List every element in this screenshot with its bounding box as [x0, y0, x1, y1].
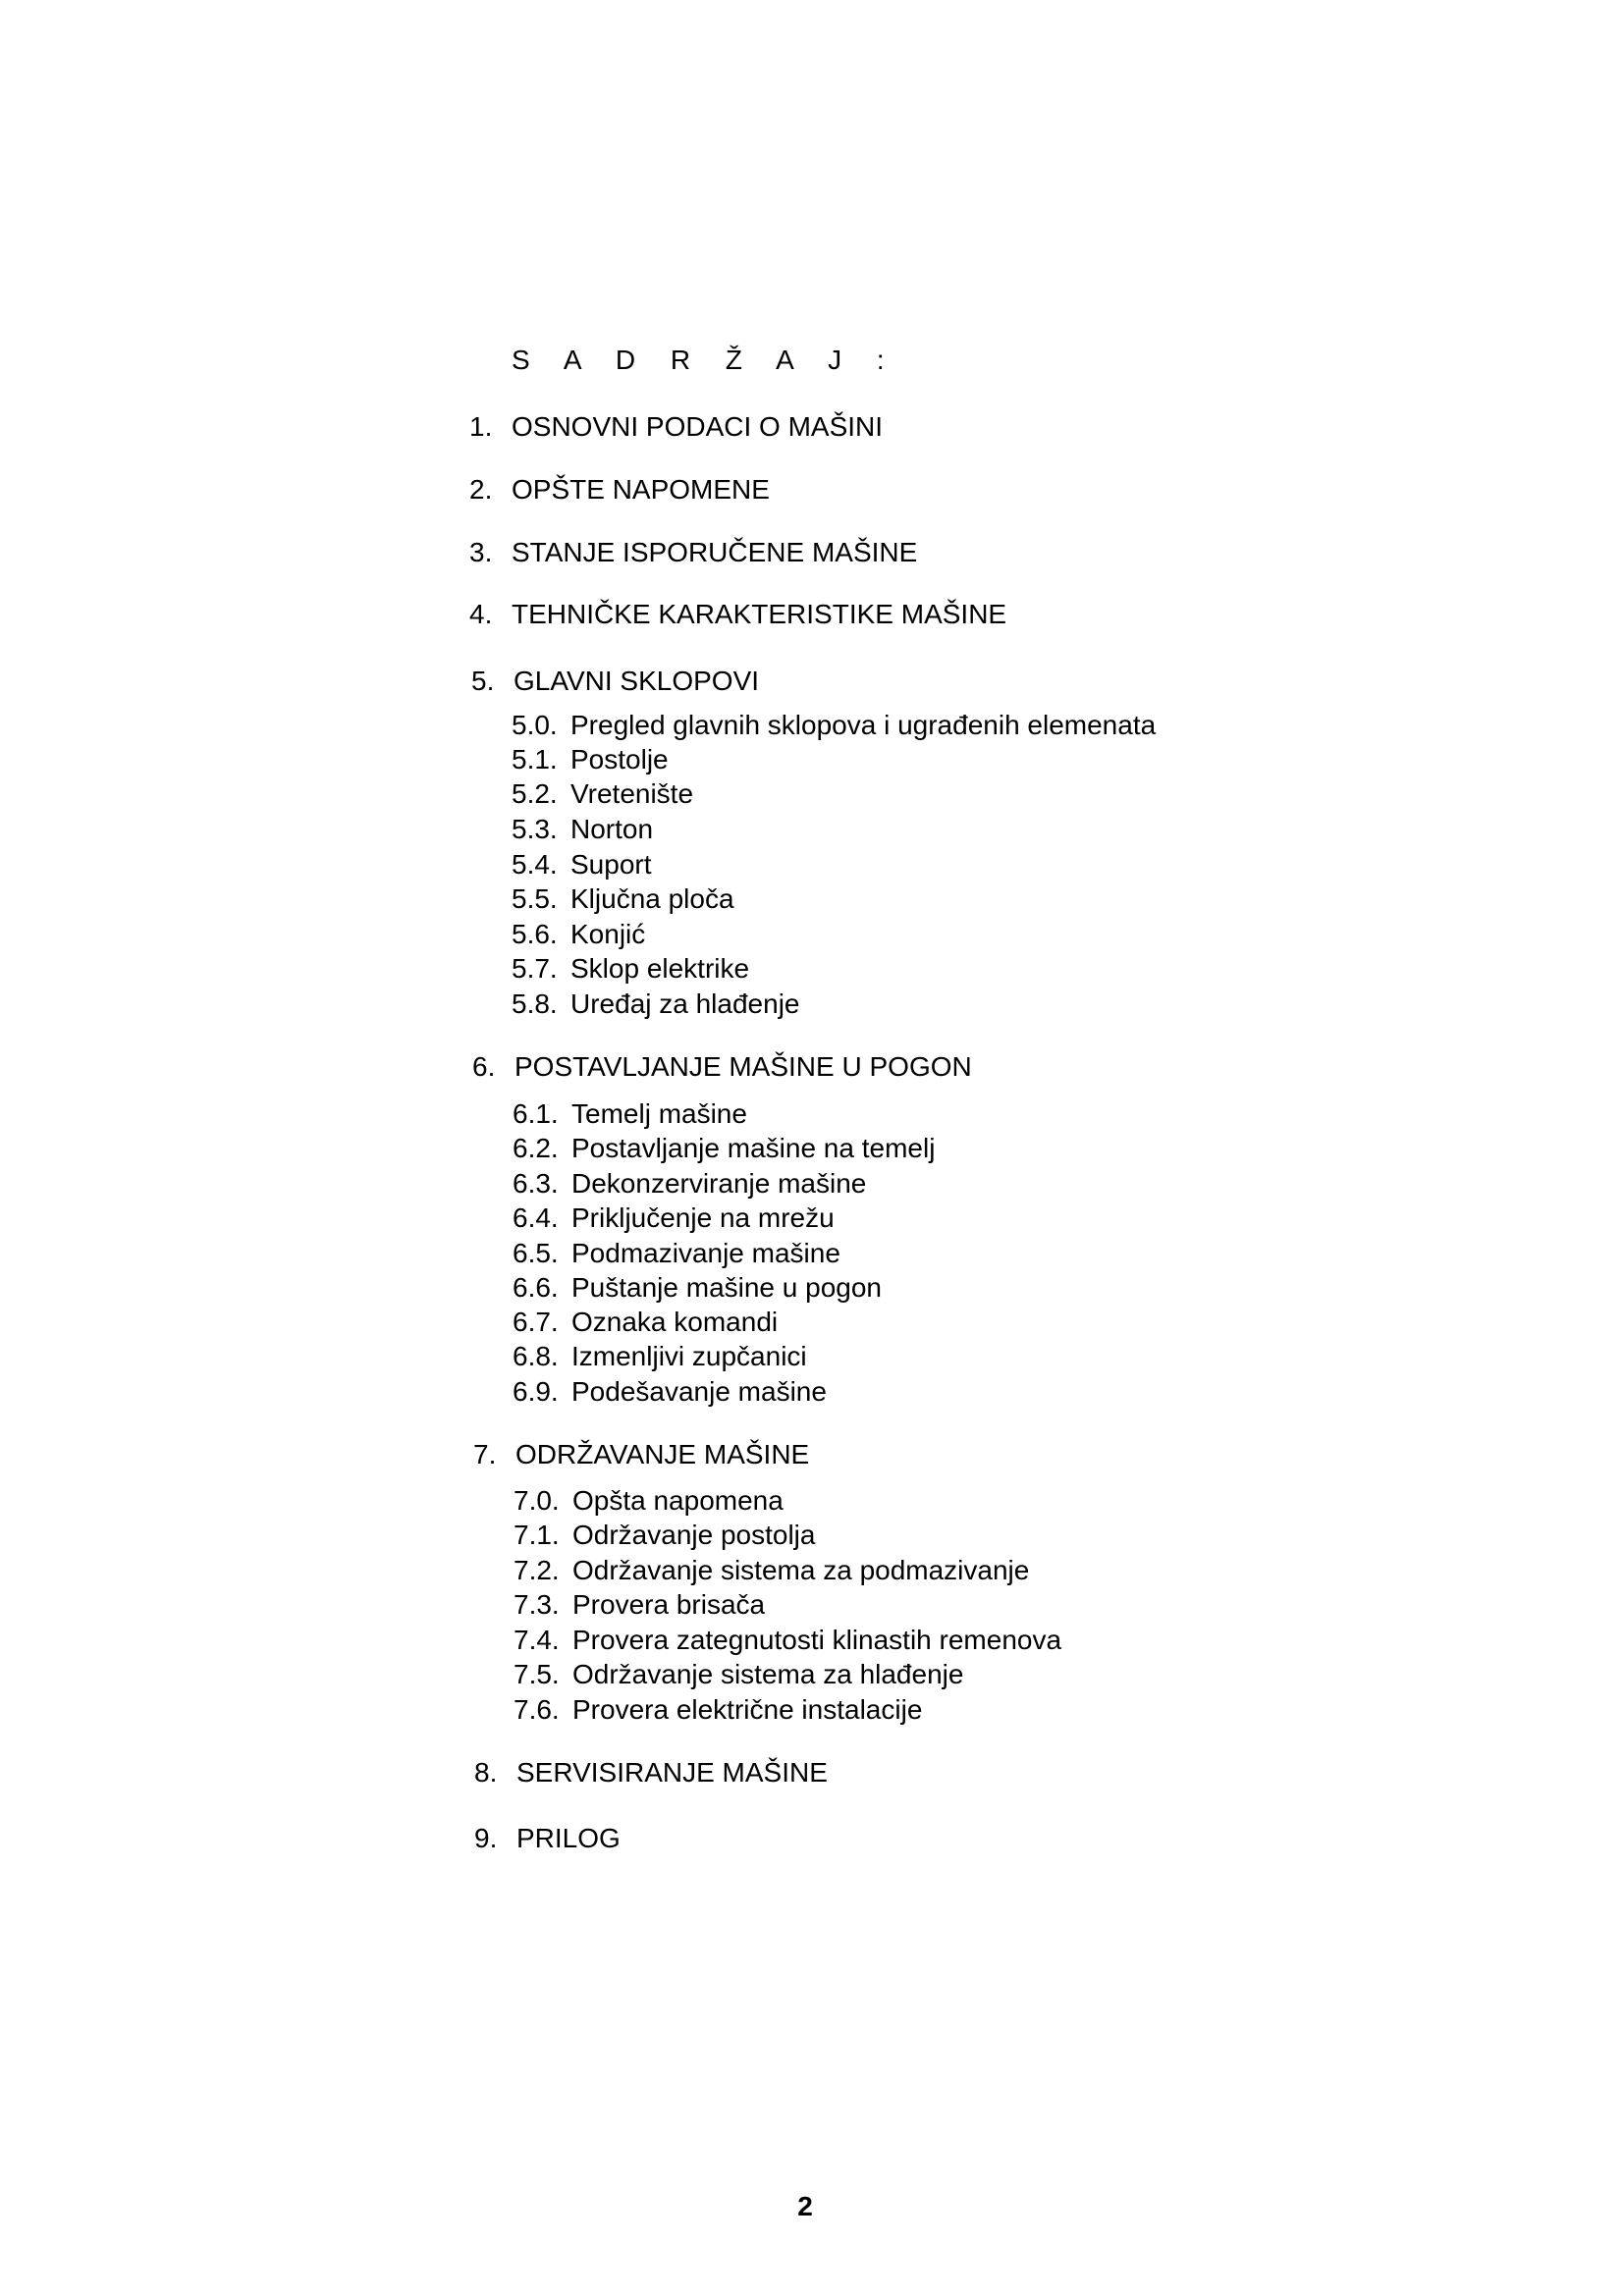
toc-subsection — [512, 813, 1317, 846]
subsection-label: Uređaj za hlađenje — [570, 988, 800, 1019]
subsection-label: Izmenljivi zupčanici — [571, 1341, 807, 1371]
section-label: SERVISIRANJE MAŠINE — [516, 1757, 828, 1788]
section-label: GLAVNI SKLOPOVI — [514, 666, 760, 696]
subsection-number: 7.0. — [514, 1485, 560, 1516]
subsection-label: Norton — [570, 814, 654, 844]
section-label: POSTAVLJANJE MAŠINE U POGON — [514, 1051, 972, 1082]
subsection-number: 5.2. — [512, 778, 558, 809]
toc-section — [471, 665, 1159, 698]
toc-subsection — [512, 952, 1317, 986]
toc-subsection — [512, 882, 1317, 916]
toc-subsection — [514, 1658, 1319, 1691]
toc-section — [474, 1822, 1162, 1855]
subsection-label: Konjić — [570, 919, 646, 949]
section-label: TEHNIČKE KARAKTERISTIKE MAŠINE — [512, 599, 1007, 629]
subsection-number: 5.6. — [512, 919, 558, 949]
toc-section — [469, 473, 1157, 507]
subsection-label: Temelj mašine — [571, 1098, 747, 1129]
subsection-label: Održavanje postolja — [572, 1520, 816, 1550]
toc-subsection — [514, 1588, 1319, 1622]
subsection-label: Održavanje sistema za podmazivanje — [572, 1555, 1030, 1585]
subsection-number: 7.2. — [514, 1555, 560, 1585]
page-number: 2 — [797, 2191, 813, 2221]
section-number: 9. — [474, 1823, 498, 1853]
toc-subsection — [514, 1554, 1319, 1587]
toc-section — [469, 410, 1157, 444]
section-number: 2. — [469, 474, 493, 505]
subsection-label: Podešavanje mašine — [571, 1376, 827, 1407]
subsection-number: 5.7. — [512, 953, 558, 984]
subsection-label: Priključenje na mrežu — [571, 1202, 835, 1233]
subsection-number: 7.4. — [514, 1625, 560, 1655]
subsection-label: Pregled glavnih sklopova i ugrađenih elemenata — [570, 710, 1157, 740]
subsection-label: Dekonzerviranje mašine — [571, 1168, 867, 1199]
section-label: STANJE ISPORUČENE MAŠINE — [512, 537, 918, 567]
subsection-label: Suport — [570, 849, 652, 880]
subsection-number: 6.5. — [513, 1238, 559, 1268]
subsection-number: 5.0. — [512, 710, 558, 740]
toc-subsection — [513, 1132, 1318, 1165]
subsection-number: 6.7. — [513, 1307, 559, 1337]
subsection-label: Postolje — [570, 744, 669, 774]
toc-subsection — [513, 1306, 1318, 1339]
section-label: ODRŽAVANJE MAŠINE — [515, 1439, 810, 1469]
toc-section — [474, 1756, 1162, 1789]
subsection-number: 6.3. — [513, 1168, 559, 1199]
section-number: 7. — [473, 1439, 497, 1469]
subsection-label: Održavanje sistema za hlađenje — [572, 1659, 964, 1689]
toc-subsection — [513, 1097, 1318, 1131]
toc-section — [472, 1050, 1160, 1084]
subsection-label: Opšta napomena — [572, 1485, 784, 1516]
toc-subsection — [514, 1624, 1319, 1657]
toc-subsection — [512, 988, 1317, 1021]
subsection-number: 7.1. — [514, 1520, 560, 1550]
subsection-number: 5.4. — [512, 849, 558, 880]
section-number: 6. — [472, 1051, 496, 1082]
toc-subsection — [513, 1340, 1318, 1373]
subsection-number: 6.9. — [513, 1376, 559, 1407]
subsection-label: Puštanje mašine u pogon — [571, 1272, 882, 1303]
subsection-number: 6.2. — [513, 1133, 559, 1163]
subsection-label: Provera zategnutosti klinastih remenova — [572, 1625, 1062, 1655]
subsection-number: 6.4. — [513, 1202, 559, 1233]
toc-subsection — [514, 1484, 1319, 1518]
toc-subsection — [514, 1693, 1319, 1727]
subsection-number: 5.5. — [512, 883, 558, 914]
toc-title: S A D R Ž A J : — [512, 345, 898, 375]
toc-section — [473, 1438, 1161, 1471]
toc-subsection — [512, 848, 1317, 881]
subsection-label: Oznaka komandi — [571, 1307, 779, 1337]
section-number: 1. — [469, 411, 493, 442]
subsection-number: 5.3. — [512, 814, 558, 844]
toc-subsection — [512, 918, 1317, 951]
section-label: OSNOVNI PODACI O MAŠINI — [512, 411, 884, 442]
subsection-number: 6.6. — [513, 1272, 559, 1303]
toc-subsection — [513, 1201, 1318, 1235]
toc-section — [469, 598, 1157, 631]
subsection-label: Vretenište — [570, 778, 694, 809]
section-number: 5. — [471, 666, 495, 696]
toc-subsection — [513, 1375, 1318, 1409]
section-number: 8. — [474, 1757, 498, 1788]
subsection-label: Ključna ploča — [570, 883, 734, 914]
subsection-label: Provera brisača — [572, 1589, 766, 1620]
section-label: PRILOG — [516, 1823, 621, 1853]
subsection-number: 6.8. — [513, 1341, 559, 1371]
subsection-number: 5.8. — [512, 988, 558, 1019]
subsection-number: 7.6. — [514, 1694, 560, 1725]
toc-subsection — [512, 709, 1317, 742]
toc-subsection — [513, 1167, 1318, 1201]
subsection-number: 6.1. — [513, 1098, 559, 1129]
subsection-label: Provera električne instalacije — [572, 1694, 923, 1725]
toc-subsection — [514, 1519, 1319, 1552]
toc-section — [469, 536, 1157, 569]
section-number: 3. — [469, 537, 493, 567]
subsection-label: Postavljanje mašine na temelj — [571, 1133, 936, 1163]
toc-subsection — [512, 743, 1317, 776]
section-label: OPŠTE NAPOMENE — [512, 474, 770, 505]
subsection-label: Sklop elektrike — [570, 953, 750, 984]
subsection-number: 7.3. — [514, 1589, 560, 1620]
subsection-number: 5.1. — [512, 744, 558, 774]
toc-subsection — [512, 777, 1317, 811]
section-number: 4. — [469, 599, 493, 629]
toc-subsection — [513, 1237, 1318, 1270]
toc-subsection — [513, 1271, 1318, 1305]
subsection-label: Podmazivanje mašine — [571, 1238, 840, 1268]
subsection-number: 7.5. — [514, 1659, 560, 1689]
